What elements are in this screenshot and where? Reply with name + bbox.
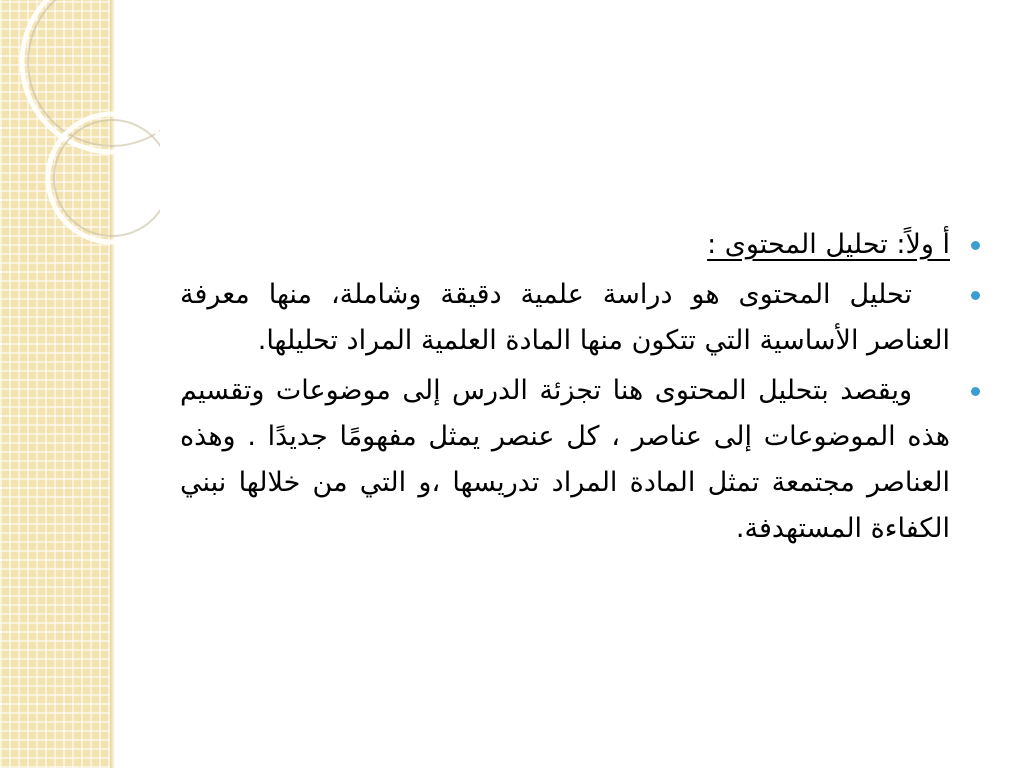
bullet-dot-icon: [971, 387, 980, 396]
list-item-explanation: [180, 368, 980, 552]
bullet-list: [180, 222, 980, 552]
decorative-rings-icon: [0, 0, 160, 260]
bullet-dot-icon: [971, 291, 980, 300]
section-heading: أ ولاً: تحليل المحتوى :: [707, 229, 950, 260]
list-item-heading: [180, 222, 980, 268]
slide-body: [180, 222, 980, 556]
explanation-text: ويقصد بتحليل المحتوى هنا تجزئة الدرس إلى موضوعات وتقسيم هذه الموضوعات إلى عناصر ، كل عنصر يمثل مفهومًا جديدًا . وهذه العناصر مجتمعة تمثل المادة المراد تدريسها ،و التي من خلالها نبني الكفاءة المستهدفة.: [180, 375, 950, 544]
list-item-definition: [180, 272, 980, 364]
bullet-dot-icon: [971, 241, 980, 250]
definition-text: تحليل المحتوى هو دراسة علمية دقيقة وشاملة، منها معرفة العناصر الأساسية التي تتكون منها المادة العلمية المراد تحليلها.: [180, 279, 950, 356]
